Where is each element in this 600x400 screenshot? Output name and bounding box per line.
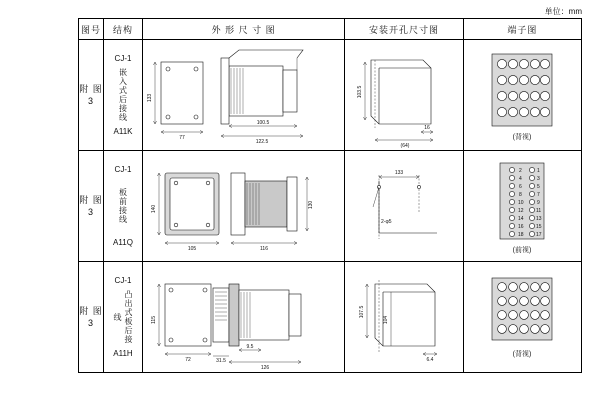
struct-type: 嵌入式后接线 — [118, 68, 128, 122]
terminal-diagram-3 — [464, 262, 580, 372]
row-no-cell — [79, 40, 104, 151]
svg-text:4: 4 — [518, 176, 522, 182]
unit-note: 单位：mm — [544, 7, 582, 16]
row-struct-cell — [104, 151, 143, 262]
row-struct-cell — [104, 40, 143, 151]
svg-text:11: 11 — [535, 208, 541, 214]
dim-64: (64) — [400, 143, 410, 149]
row-term-cell — [463, 40, 581, 151]
dim-130: 130 — [307, 200, 314, 210]
row-term-cell — [463, 151, 581, 262]
header-col-struct: 结构 — [104, 19, 143, 40]
svg-text:7: 7 — [536, 192, 540, 198]
outline-drawing-1 — [143, 40, 343, 150]
struct-model: CJ-1 — [114, 54, 132, 63]
mount-drawing-2 — [345, 151, 461, 261]
dim-104: 104 — [383, 315, 390, 325]
dim-105: 105 — [187, 246, 197, 252]
svg-text:6: 6 — [518, 184, 522, 190]
table-row — [79, 40, 582, 151]
row-mount-cell — [345, 151, 463, 262]
svg-text:17: 17 — [535, 232, 542, 238]
dim-72: 72 — [185, 357, 191, 363]
terminal-caption: (背视) — [512, 134, 531, 141]
struct-code: A11Q — [113, 238, 133, 247]
outline-drawing-3 — [143, 262, 343, 372]
dim-107-5: 107.5 — [359, 305, 366, 319]
struct-code: A11H — [113, 349, 133, 358]
terminal-caption: (背视) — [512, 351, 531, 358]
dim-2-phi5: 2-φ5 — [381, 219, 392, 225]
svg-text:9: 9 — [536, 200, 540, 206]
svg-text:10: 10 — [517, 200, 524, 206]
svg-text:18: 18 — [517, 232, 524, 238]
struct-type: 板前接线 — [118, 188, 128, 224]
dim-133: 133 — [395, 170, 404, 176]
svg-text:3: 3 — [536, 176, 540, 182]
row-outline-cell — [142, 262, 344, 373]
row-struct-cell — [104, 262, 143, 373]
row-outline-cell — [142, 151, 344, 262]
mount-drawing-1 — [345, 40, 461, 150]
svg-text:1: 1 — [536, 168, 540, 174]
terminal-diagram-2 — [464, 151, 580, 261]
svg-text:16: 16 — [517, 224, 524, 230]
outline-drawing-2 — [143, 151, 343, 261]
dim-9-5: 9.5 — [246, 344, 254, 350]
terminal-caption: (前视) — [512, 247, 531, 254]
table-head — [79, 19, 582, 40]
struct-model: CJ-1 — [114, 165, 132, 174]
row-outline-cell — [142, 40, 344, 151]
row-no-label: 附 图 3 — [79, 306, 103, 328]
dim-31-5: 31.5 — [216, 358, 226, 364]
struct-code: A11K — [113, 127, 133, 136]
dim-115: 115 — [150, 316, 157, 324]
dim-116: 116 — [259, 246, 268, 252]
svg-text:2: 2 — [518, 168, 522, 174]
table-row — [79, 262, 582, 373]
dim-16: 16 — [424, 125, 431, 131]
dim-126: 126 — [260, 365, 270, 371]
struct-type: 凸出式板后接线 — [112, 290, 133, 344]
svg-text:12: 12 — [517, 208, 524, 214]
row-term-cell — [463, 262, 581, 373]
row-no-label: 附 图 3 — [79, 195, 103, 217]
dim-6-4: 6.4 — [426, 357, 434, 363]
dim-133: 133 — [146, 93, 153, 103]
dim-140: 140 — [150, 204, 157, 214]
terminal-diagram-1 — [464, 40, 580, 150]
header-col-outline: 外 形 尺 寸 图 — [142, 19, 344, 40]
header-col-mount: 安装开孔尺寸图 — [345, 19, 463, 40]
svg-text:13: 13 — [535, 216, 542, 222]
svg-text:5: 5 — [536, 184, 540, 190]
header-col-term: 端子图 — [463, 19, 581, 40]
svg-text:8: 8 — [518, 192, 522, 198]
row-no-cell — [79, 262, 104, 373]
svg-text:15: 15 — [535, 224, 542, 230]
dim-100-5: 100.5 — [256, 120, 270, 126]
row-no-cell — [79, 151, 104, 262]
table-body — [79, 40, 582, 373]
struct-model: CJ-1 — [114, 276, 132, 285]
row-mount-cell — [345, 40, 463, 151]
spec-table — [78, 18, 582, 373]
dim-103-5: 103.5 — [357, 85, 364, 99]
mount-drawing-3 — [345, 262, 461, 372]
row-mount-cell — [345, 262, 463, 373]
header-row — [79, 19, 582, 40]
svg-text:14: 14 — [517, 216, 524, 222]
dim-77: 77 — [179, 135, 185, 141]
header-col-no: 图号 — [79, 19, 104, 40]
row-no-label: 附 图 3 — [79, 84, 103, 106]
table-row — [79, 151, 582, 262]
dim-122-5: 122.5 — [255, 139, 269, 145]
